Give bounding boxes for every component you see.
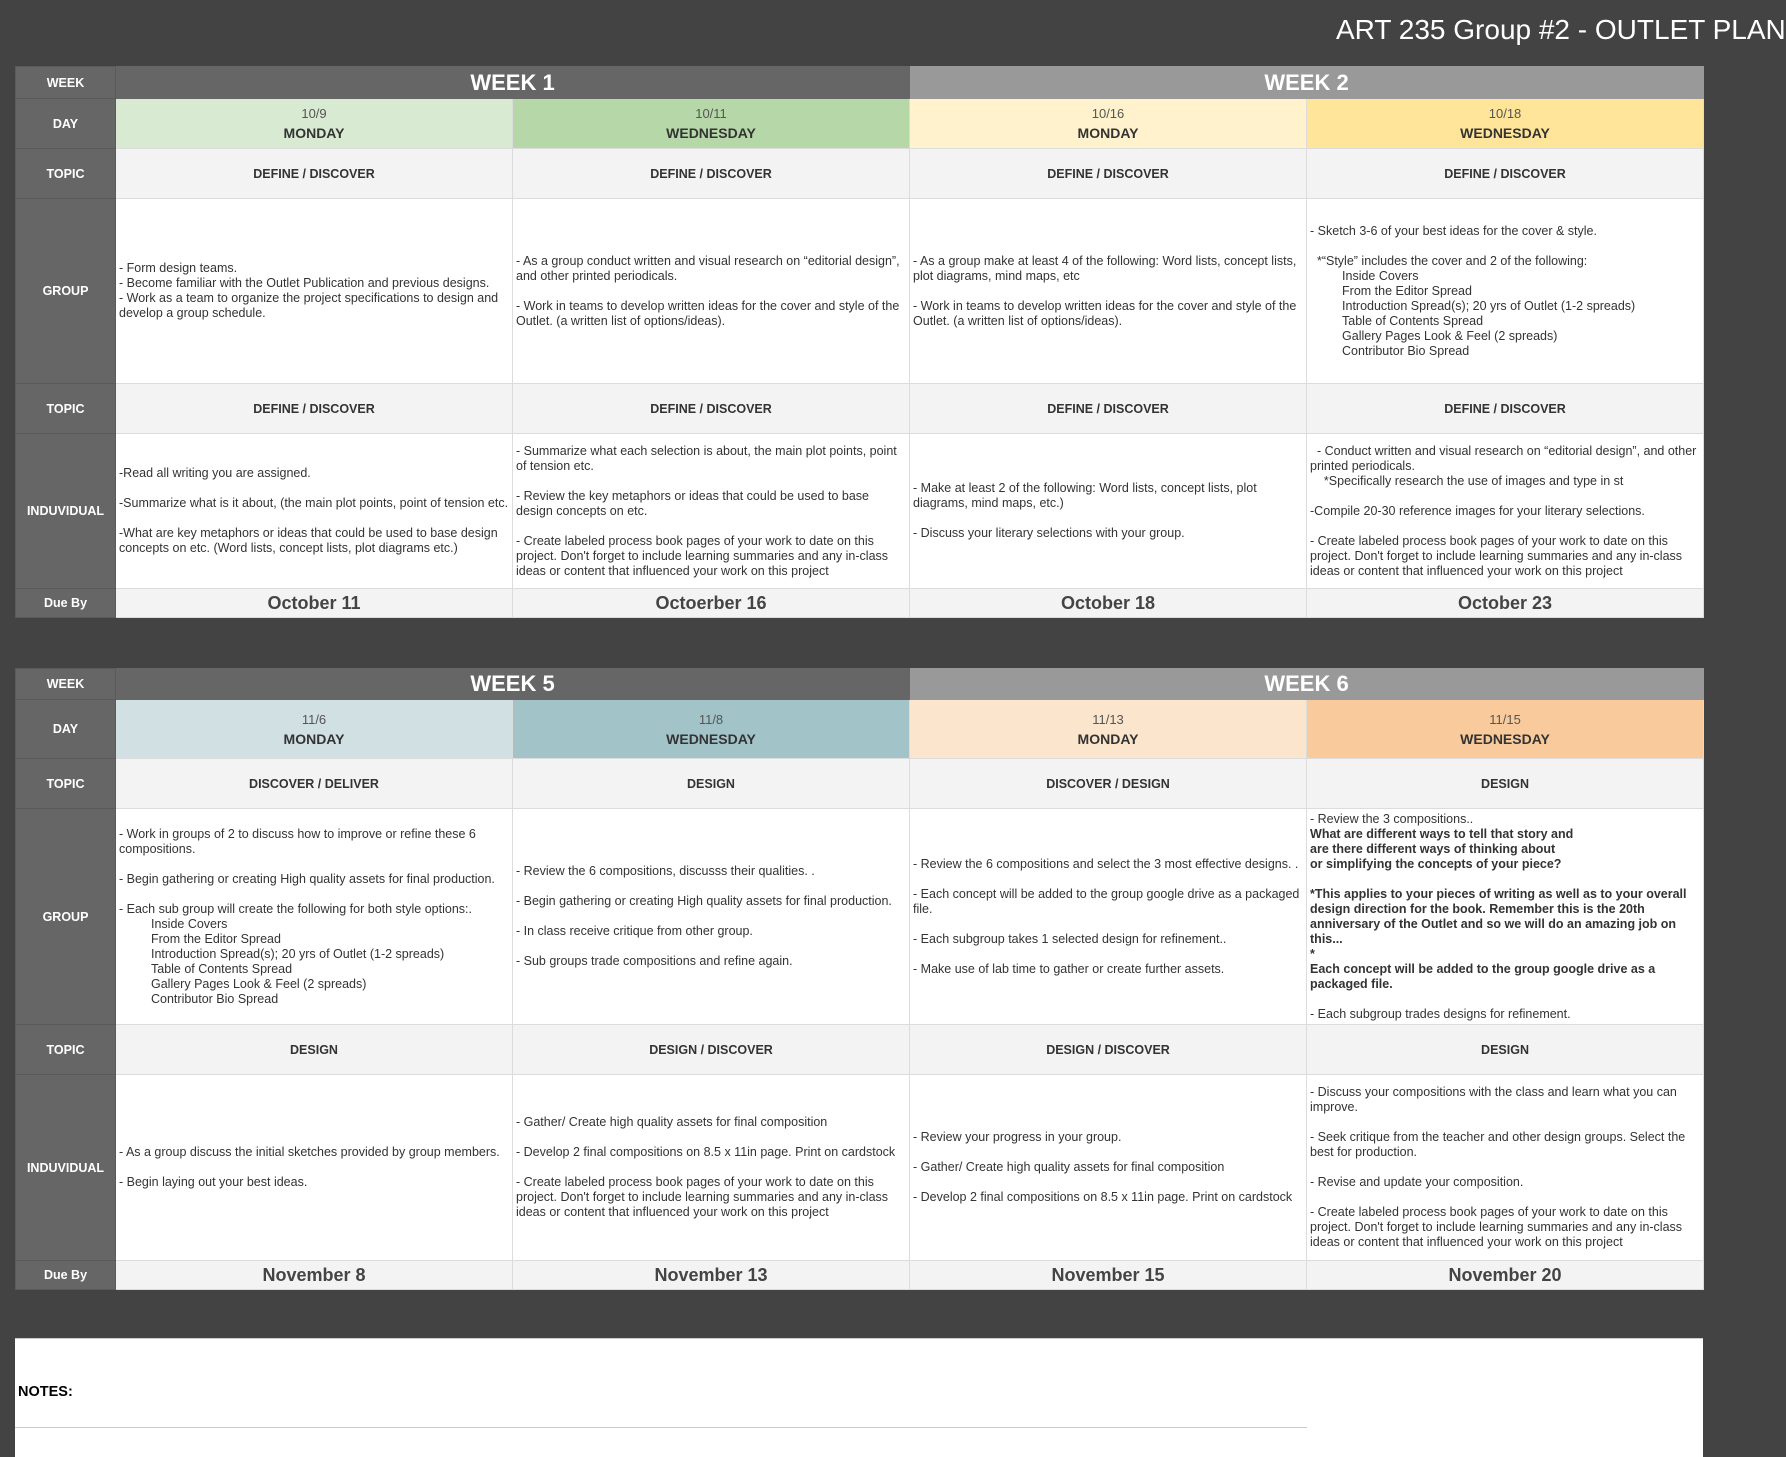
group-task-cell[interactable] <box>513 199 910 384</box>
topic-cell[interactable]: DEFINE / DISCOVER <box>910 149 1307 199</box>
day-label: DAY <box>16 700 116 759</box>
day-date: 10/16 <box>1091 106 1125 121</box>
day-name: WEDNESDAY <box>666 730 756 747</box>
task-line: *Specifically research the use of images and type in st <box>1310 473 1624 488</box>
task-line: -Compile 20-30 reference images for your literary selections. <box>1310 503 1645 518</box>
topic-row <box>16 384 1704 434</box>
day-date: 10/9 <box>301 106 327 121</box>
week-label: WEEK <box>16 67 116 99</box>
task-subitem: Gallery Pages Look & Feel (2 spreads) <box>1342 328 1558 343</box>
day-name: MONDAY <box>283 730 345 747</box>
individual-task-cell[interactable] <box>116 434 513 589</box>
task-line: - Work as a team to organize the project specifications to design and develop a group schedule. <box>119 291 499 320</box>
notes-area[interactable] <box>15 1338 1703 1457</box>
task-line: - Begin gathering or creating High quality assets for final production. <box>516 894 892 908</box>
group-task-cell[interactable] <box>116 809 513 1025</box>
task-subitem: Inside Covers <box>1342 268 1419 283</box>
task-line: -What are key metaphors or ideas that could be used to base design concepts on etc. (Word lists, concept lists, plot diagrams etc.) <box>119 526 498 555</box>
week-label: WEEK <box>16 669 116 700</box>
due-label: Due By <box>16 1261 116 1290</box>
task-line: - Create labeled process book pages of your work to date on this project. Don't forget to include learning summaries and any in-class ideas or content that influenced your work on this project <box>1310 1205 1683 1249</box>
individual-task-cell[interactable] <box>1307 1075 1704 1261</box>
day-cell[interactable] <box>910 700 1307 759</box>
group-label: GROUP <box>16 199 116 384</box>
task-line: -Read all writing you are assigned. <box>119 466 311 480</box>
day-row <box>16 99 1704 149</box>
due-row <box>16 1261 1704 1290</box>
individual-label: INDUVIDUAL <box>16 1075 116 1261</box>
task-line: - Review the 6 compositions and select the 3 most effective designs. . <box>913 856 1299 871</box>
day-name: MONDAY <box>283 125 345 141</box>
task-line: - As a group discuss the initial sketches provided by group members. <box>119 1145 500 1159</box>
task-line: - Create labeled process book pages of your work to date on this project. Don't forget to include learning summaries and any in-class ideas or content that influenced your work on this project <box>516 1175 889 1219</box>
task-line: - Make use of lab time to gather or create further assets. <box>913 961 1225 976</box>
task-line: - Develop 2 final compositions on 8.5 x 11in page. Print on cardstock <box>516 1145 896 1159</box>
topic-cell[interactable]: DEFINE / DISCOVER <box>513 384 910 434</box>
task-line: - Work in teams to develop written ideas for the cover and style of the Outlet. (a written list of options/ideas). <box>516 298 900 328</box>
task-subitem: From the Editor Spread <box>151 931 281 946</box>
due-date[interactable]: November 8 <box>116 1261 513 1290</box>
task-line: - As a group conduct written and visual research on “editorial design”, and other printed periodicals. <box>516 253 900 283</box>
day-row <box>16 700 1704 759</box>
topic-cell[interactable]: DESIGN / DISCOVER <box>910 1025 1307 1075</box>
topic-label: TOPIC <box>16 384 116 434</box>
day-cell[interactable] <box>513 99 910 149</box>
notes-divider <box>15 1427 1307 1428</box>
week-header: WEEK 6 <box>910 669 1704 700</box>
group-task-cell[interactable] <box>1307 199 1704 384</box>
task-line-bold: * <box>1310 946 1315 961</box>
individual-task-cell[interactable] <box>513 1075 910 1261</box>
task-line: - Review the key metaphors or ideas that could be used to base design concepts on etc. <box>516 488 869 518</box>
topic-cell[interactable]: DISCOVER / DESIGN <box>910 759 1307 809</box>
topic-cell[interactable]: DISCOVER / DELIVER <box>116 759 513 809</box>
individual-task-cell[interactable] <box>1307 434 1704 589</box>
topic-cell[interactable]: DEFINE / DISCOVER <box>513 149 910 199</box>
group-task-cell[interactable] <box>116 199 513 384</box>
day-date: 10/18 <box>1488 106 1522 121</box>
task-line: - Each sub group will create the following for both style options:. <box>119 901 472 916</box>
group-task-cell[interactable] <box>910 809 1307 1025</box>
task-line: - Each subgroup trades designs for refinement. <box>1310 1006 1571 1021</box>
topic-label: TOPIC <box>16 759 116 809</box>
topic-cell[interactable]: DEFINE / DISCOVER <box>910 384 1307 434</box>
task-line: -Summarize what is it about, (the main plot points, point of tension etc. <box>119 496 509 510</box>
task-line: - Each subgroup takes 1 selected design for refinement.. <box>913 931 1227 946</box>
notes-label: NOTES: <box>18 1384 73 1400</box>
task-line: - Gather/ Create high quality assets for final composition <box>913 1160 1225 1174</box>
day-date: 11/13 <box>1092 711 1124 727</box>
individual-row <box>16 1075 1704 1261</box>
task-line: - Sub groups trade compositions and refine again. <box>516 954 793 968</box>
day-cell[interactable] <box>910 99 1307 149</box>
task-subitem: Table of Contents Spread <box>1342 313 1484 328</box>
topic-label: TOPIC <box>16 1025 116 1075</box>
day-label: DAY <box>16 99 116 149</box>
group-label: GROUP <box>16 809 116 1025</box>
task-subitem: Inside Covers <box>151 916 228 931</box>
task-line-bold: *This applies to your pieces of writing as well as to your overall design direction for the book. Remember this is the 20th anniversary of the Outlet and so we will do an amazing job on this... <box>1310 886 1687 946</box>
due-date[interactable]: October 11 <box>116 589 513 618</box>
task-subitem: Table of Contents Spread <box>151 961 293 976</box>
topic-row <box>16 149 1704 199</box>
task-subitem: Contributor Bio Spread <box>151 991 279 1006</box>
due-row <box>16 589 1704 618</box>
group-row <box>16 809 1704 1025</box>
schedule-block-1 <box>15 66 1704 618</box>
task-line: - Become familiar with the Outlet Publication and previous designs. <box>119 276 490 290</box>
topic-cell[interactable]: DESIGN / DISCOVER <box>513 1025 910 1075</box>
day-date: 11/8 <box>698 711 724 727</box>
task-line-bold: What are different ways to tell that story and <box>1310 826 1574 841</box>
topic-label: TOPIC <box>16 149 116 199</box>
due-date[interactable]: November 13 <box>513 1261 910 1290</box>
day-name: MONDAY <box>1077 125 1139 141</box>
task-line: - Work in groups of 2 to discuss how to improve or refine these 6 compositions. <box>119 826 476 856</box>
task-line: *“Style” includes the cover and 2 of the following: <box>1310 253 1588 268</box>
task-line: - Summarize what each selection is about, the main plot points, point of tension etc. <box>516 443 897 473</box>
task-line: - In class receive critique from other group. <box>516 924 753 938</box>
day-cell[interactable] <box>116 99 513 149</box>
task-subitem: Gallery Pages Look & Feel (2 spreads) <box>151 976 367 991</box>
task-line: - Seek critique from the teacher and other design groups. Select the best for production. <box>1310 1130 1686 1159</box>
task-line: - Create labeled process book pages of your work to date on this project. Don't forget to include learning summaries and any in-class ideas or content that influenced your work on this project <box>1310 533 1683 578</box>
task-line: - Review the 6 compositions, discusss their qualities. . <box>516 864 815 878</box>
topic-cell[interactable]: DEFINE / DISCOVER <box>116 149 513 199</box>
due-date[interactable]: October 18 <box>910 589 1307 618</box>
week-header: WEEK 1 <box>116 67 910 99</box>
day-date: 10/11 <box>695 106 727 121</box>
topic-cell[interactable]: DEFINE / DISCOVER <box>1307 384 1704 434</box>
topic-cell[interactable]: DESIGN <box>513 759 910 809</box>
day-name: WEDNESDAY <box>1460 125 1550 141</box>
task-line-bold: Each concept will be added to the group google drive as a packaged file. <box>1310 961 1656 991</box>
topic-row <box>16 1025 1704 1075</box>
individual-row <box>16 434 1704 589</box>
task-line: - Gather/ Create high quality assets for final composition <box>516 1115 828 1129</box>
week-header: WEEK 2 <box>910 67 1704 99</box>
task-line: - Make at least 2 of the following: Word lists, concept lists, plot diagrams, mind maps, etc.) <box>913 481 1257 510</box>
due-date[interactable]: November 20 <box>1307 1261 1704 1290</box>
week-row <box>16 669 1704 700</box>
individual-task-cell[interactable] <box>513 434 910 589</box>
day-name: WEDNESDAY <box>1460 730 1550 747</box>
task-line: - Work in teams to develop written ideas for the cover and style of the Outlet. (a written list of options/ideas). <box>913 298 1297 328</box>
topic-row <box>16 759 1704 809</box>
sheet-title: ART 235 Group #2 - OUTLET PLAN <box>1336 14 1786 45</box>
due-date[interactable]: Octoerber 16 <box>513 589 910 618</box>
task-line: - As a group make at least 4 of the following: Word lists, concept lists, plot diagrams, mind maps, etc <box>913 253 1297 283</box>
task-line: - Begin gathering or creating High quality assets for final production. <box>119 871 495 886</box>
due-label: Due By <box>16 589 116 618</box>
day-name: WEDNESDAY <box>666 125 756 141</box>
task-line-bold: or simplifying the concepts of your piece? <box>1310 856 1562 871</box>
day-cell[interactable] <box>1307 99 1704 149</box>
day-name: MONDAY <box>1077 730 1139 747</box>
task-subitem: Introduction Spread(s); 20 yrs of Outlet (1-2 spreads) <box>1342 298 1636 313</box>
group-task-cell[interactable] <box>910 199 1307 384</box>
task-line: - Create labeled process book pages of your work to date on this project. Don't forget to include learning summaries and any in-class ideas or content that influenced your work on this project <box>516 533 889 578</box>
week-header: WEEK 5 <box>116 669 910 700</box>
day-cell[interactable] <box>513 700 910 759</box>
task-line: - Begin laying out your best ideas. <box>119 1175 308 1189</box>
task-line: - Form design teams. <box>119 261 238 275</box>
task-line: - Review the 3 compositions.. <box>1310 811 1474 826</box>
task-line: - Review your progress in your group. <box>913 1130 1122 1144</box>
task-line: - Conduct written and visual research on “editorial design”, and other printed periodicals. <box>1310 443 1700 473</box>
day-cell[interactable] <box>1307 700 1704 759</box>
due-date[interactable]: October 23 <box>1307 589 1704 618</box>
individual-task-cell[interactable] <box>116 1075 513 1261</box>
individual-task-cell[interactable] <box>910 1075 1307 1261</box>
task-line: - Develop 2 final compositions on 8.5 x 11in page. Print on cardstock <box>913 1190 1293 1204</box>
day-cell[interactable] <box>116 700 513 759</box>
topic-cell[interactable]: DEFINE / DISCOVER <box>116 384 513 434</box>
task-line: - Discuss your literary selections with your group. <box>913 526 1185 540</box>
topic-cell[interactable]: DEFINE / DISCOVER <box>1307 149 1704 199</box>
task-line: - Sketch 3-6 of your best ideas for the cover & style. <box>1310 223 1597 238</box>
group-task-cell[interactable] <box>513 809 910 1025</box>
day-date: 11/15 <box>1489 711 1521 727</box>
topic-cell[interactable]: DESIGN <box>1307 759 1704 809</box>
group-row <box>16 199 1704 384</box>
task-line: - Each concept will be added to the group google drive as a packaged file. <box>913 886 1300 916</box>
task-subitem: From the Editor Spread <box>1342 283 1472 298</box>
task-line-bold: are there different ways of thinking about <box>1310 841 1556 856</box>
due-date[interactable]: November 15 <box>910 1261 1307 1290</box>
task-subitem: Introduction Spread(s); 20 yrs of Outlet (1-2 spreads) <box>151 946 445 961</box>
individual-task-cell[interactable] <box>910 434 1307 589</box>
task-subitem: Contributor Bio Spread <box>1342 343 1470 358</box>
individual-label: INDUVIDUAL <box>16 434 116 589</box>
task-line: - Revise and update your composition. <box>1310 1175 1524 1189</box>
topic-cell[interactable]: DESIGN <box>1307 1025 1704 1075</box>
task-line: - Discuss your compositions with the class and learn what you can improve. <box>1310 1085 1677 1114</box>
day-date: 11/6 <box>301 711 327 727</box>
week-row <box>16 67 1704 99</box>
schedule-block-2 <box>15 668 1704 1290</box>
topic-cell[interactable]: DESIGN <box>116 1025 513 1075</box>
group-task-cell[interactable] <box>1307 809 1704 1025</box>
